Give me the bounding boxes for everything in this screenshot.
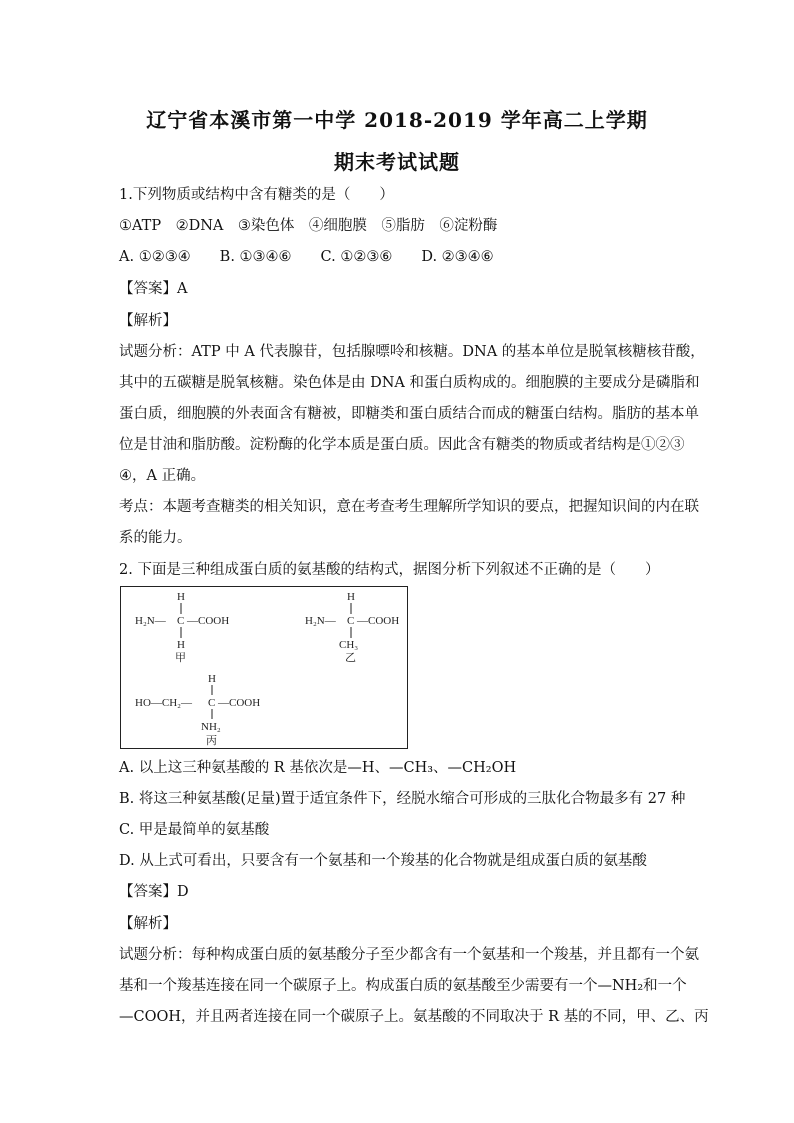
q2-analysis-line: —COOH，并且两者连接在同一个碳原子上。氨基酸的不同取决于 R 基的不同，甲、乙、丙 [119, 1009, 709, 1025]
label-jia: 甲 [175, 651, 186, 664]
document-subtitle: 期末考试试题 [334, 150, 460, 174]
q1-analysis-line: 其中的五碳糖是脱氧核糖。染色体是由 DNA 和蛋白质构成的。细胞膜的主要成分是磷脂和 [119, 375, 700, 391]
alanine-top-h: H [347, 591, 355, 603]
alanine-alpha-carbon: C [347, 615, 355, 627]
q1-analysis-line: 试题分析：ATP 中 A 代表腺苷，包括腺嘌呤和核糖。DNA 的基本单位是脱氧核糖核苷酸， [119, 344, 705, 360]
q2-analysis-line: 基和一个羧基连接在同一个碳原子上。构成蛋白质的氨基酸至少需要有一个—NH₂和一个 [119, 978, 687, 994]
serine-amino-group: NH₂ [201, 721, 221, 733]
q1-answer: 【答案】A [119, 281, 188, 297]
q1-point-line: 系的能力。 [119, 530, 192, 546]
q2-analysis-header: 【解析】 [119, 916, 177, 932]
q2-option-a: A. 以上这三种氨基酸的 R 基依次是—H、—CH₃、—CH₂OH [119, 760, 517, 776]
q1-point-line: 考点：本题考查糖类的相关知识，意在考查考生理解所学知识的要点，把握知识间的内在联 [119, 499, 699, 515]
q1-options: A. ①②③④ B. ①③④⑥ C. ①②③⑥ D. ②③④⑥ [119, 249, 494, 265]
label-yi: 乙 [345, 651, 356, 664]
q2-option-d: D. 从上式可看出，只要含有一个氨基和一个羧基的化合物就是组成蛋白质的氨基酸 [119, 853, 647, 869]
q2-option-c: C. 甲是最简单的氨基酸 [119, 822, 270, 838]
q1-analysis-line: 位是甘油和脂肪酸。淀粉酶的化学本质是蛋白质。因此含有糖类的物质或者结构是①②③ [119, 437, 685, 453]
document-title: 辽宁省本溪市第一中学 2018-2019 学年高二上学期 [146, 108, 648, 132]
alanine-r-group: CH₃ [339, 639, 359, 651]
alanine-carboxyl-group: —COOH [357, 615, 400, 627]
serine-carboxyl-group: —COOH [218, 697, 261, 709]
q1-stem: 1.下列物质或结构中含有糖类的是（ ） [119, 187, 394, 203]
amino-acid-structures-figure [120, 586, 408, 749]
glycine-carboxyl-group: —COOH [187, 615, 230, 627]
q1-analysis-line: ④，A 正确。 [119, 468, 206, 484]
label-bing: 丙 [206, 734, 217, 747]
q1-analysis-line: 蛋白质，细胞膜的外表面含有糖被，即糖类和蛋白质结合而成的糖蛋白结构。脂肪的基本单 [119, 406, 699, 422]
q2-answer: 【答案】D [119, 884, 189, 900]
structural-formulas-svg [121, 587, 409, 750]
q2-option-b: B. 将这三种氨基酸(足量)置于适宜条件下，经脱水缩合可形成的三肽化合物最多有 27 种 [119, 791, 686, 807]
q1-analysis-header: 【解析】 [119, 313, 177, 329]
serine-alpha-carbon: C [208, 697, 216, 709]
glycine-alpha-carbon: C [177, 615, 185, 627]
serine-r-group: HO—CH₂— [135, 697, 193, 709]
glycine-top-h: H [177, 591, 185, 603]
serine-top-h: H [208, 673, 216, 685]
q2-stem: 2. 下面是三种组成蛋白质的氨基酸的结构式，据图分析下列叙述不正确的是（ ） [119, 562, 660, 578]
q1-items: ①ATP ②DNA ③染色体 ④细胞膜 ⑤脂肪 ⑥淀粉酶 [119, 218, 498, 234]
glycine-r-group: H [177, 639, 185, 651]
alanine-amino-group: H₂N— [305, 615, 336, 627]
glycine-amino-group: H₂N— [135, 615, 166, 627]
q2-analysis-line: 试题分析：每种构成蛋白质的氨基酸分子至少都含有一个氨基和一个羧基，并且都有一个氨 [119, 947, 699, 963]
